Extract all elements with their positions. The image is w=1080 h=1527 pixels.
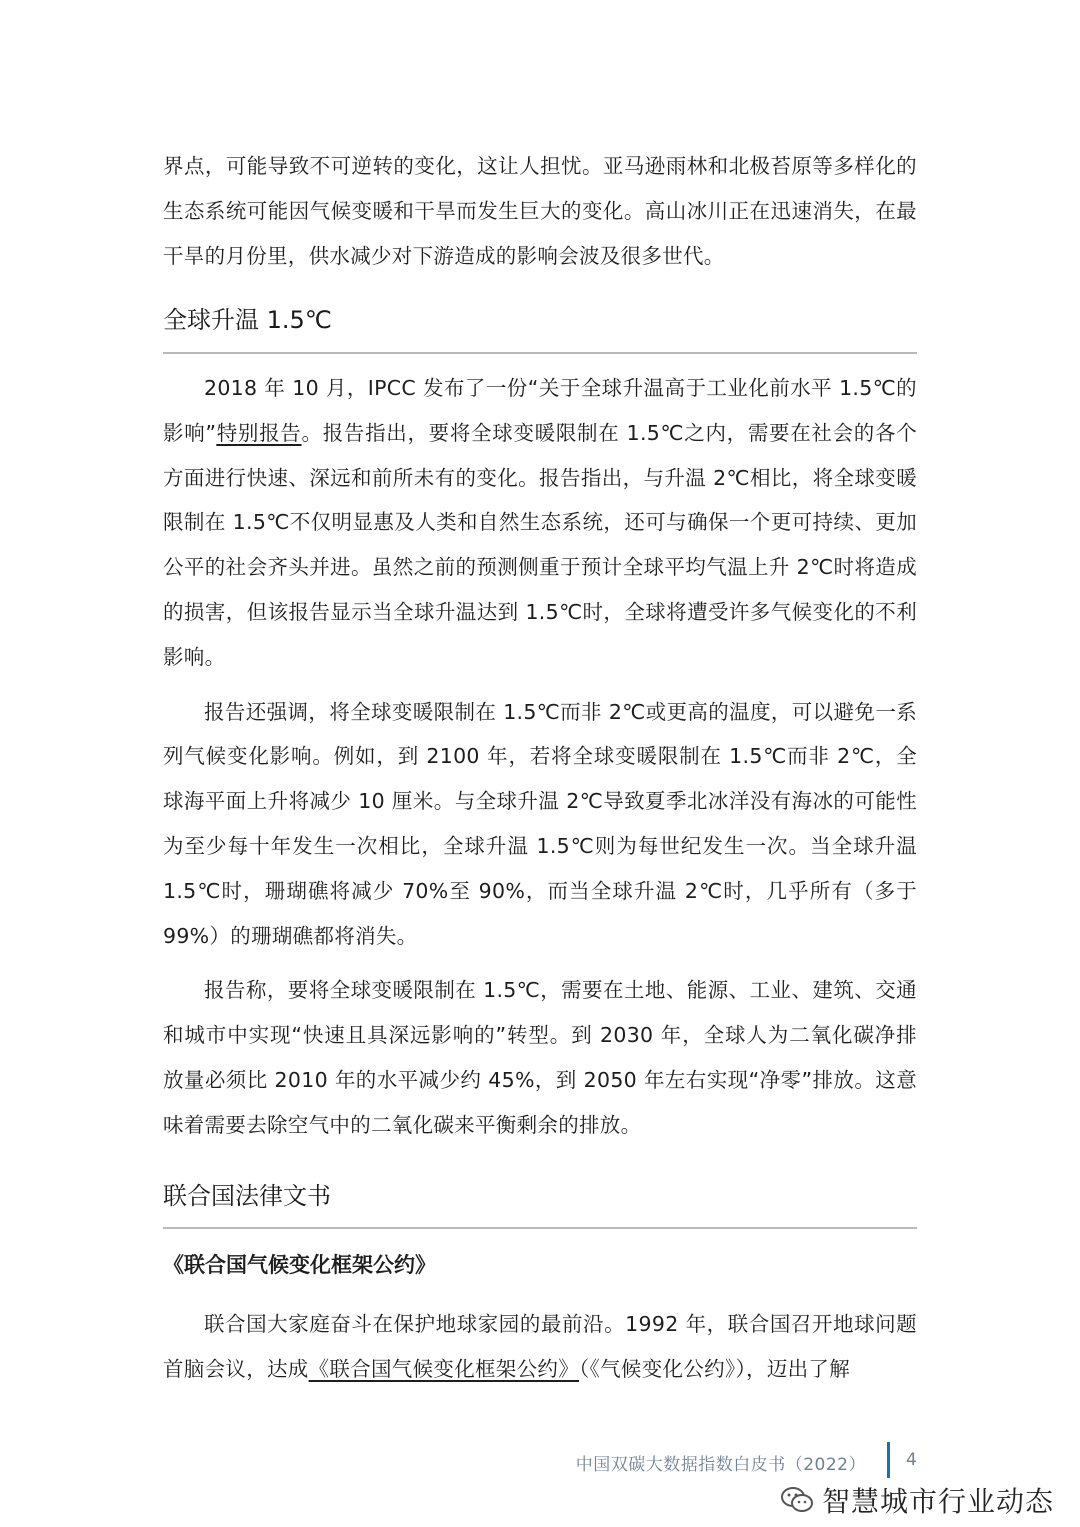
section-title: 全球升温 1.5℃ (163, 306, 332, 334)
page-footer (0, 1442, 1080, 1482)
section1-body (163, 366, 917, 1148)
paragraph: 报告称，要将全球变暖限制在 1.5℃，需要在土地、能源、工业、建筑、交通和城市中实现“快速且具深远影响的”转型。到 2030 年，全球人为二氧化碳净排放量必须比 2010 年的水平减少约 45%，到 2050 年左右实现“净零”排放。这意味着需要去除空气中的二氧化碳来平衡剩余的排放。 (163, 978, 917, 1137)
section-global-warming (163, 304, 917, 336)
unfccc-link[interactable]: 《联合国气候变化框架公约》 (308, 1356, 580, 1381)
paragraph: 报告还强调，将全球变暖限制在 1.5℃而非 2℃或更高的温度，可以避免一系列气候变化影响。例如，到 2100 年，若将全球变暖限制在 1.5℃而非 2℃，全球海平面上升将减少 10 厘米。与全球升温 2℃导致夏季北冰洋没有海冰的可能性为至少每十年发生一次相比，全球升温 1.5℃则为每世纪发生一次。当全球升温 1.5℃时，珊瑚礁将减少 70%至 90%，而当全球升温 2℃时，几乎所有（多于 99%）的珊瑚礁都将消失。 (163, 699, 917, 948)
paragraph (163, 366, 917, 680)
wechat-icon (780, 1485, 814, 1515)
paragraph-text: 。报告指出，要将全球变暖限制在 1.5℃之内，需要在社会的各个方面进行快速、深远和前所未有的变化。报告指出，与升温 2℃相比，将全球变暖限制在 1.5℃不仅明显惠及人类和自然生态系统，还可与确保一个更可持续、更加公平的社会齐头并进。虽然之前的预测侧重于预计全球平均气温上升 2℃时将造成的损害，但该报告显示当全球升温达到 1.5℃时，全球将遭受许多气候变化的不利影响。 (163, 420, 917, 669)
section-un-legal-instruments (163, 1180, 917, 1212)
section-title: 联合国法律文书 (163, 1182, 331, 1210)
subsection-title: 《联合国气候变化框架公约》 (163, 1253, 436, 1277)
page-number: 4 (906, 1450, 917, 1470)
divider-line (163, 1227, 917, 1229)
intro-paragraph: 界点，可能导致不可逆转的变化，这让人担忧。亚马逊雨林和北极苔原等多样化的生态系统可能因气候变暖和干旱而发生巨大的变化。高山冰川正在迅速消失，在最干旱的月份里，供水减少对下游造成的影响会波及很多世代。 (163, 154, 917, 268)
section2-body (163, 1302, 917, 1392)
footer-title: 中国双碳大数据指数白皮书（2022） (575, 1455, 866, 1475)
section-divider (163, 1227, 917, 1229)
paragraph-text: 联合国大家庭奋斗在保护地球家园的最前沿。1992 年，联合国召开地球问题首脑会议，达成 (163, 1312, 917, 1381)
paragraph-text: 2018 年 10 月，IPCC 发布了一份“关于全球升温高于工业化前水平 1.5℃的影响” (163, 376, 917, 445)
section-divider (163, 352, 917, 354)
watermark-text: 智慧城市行业动态 (822, 1485, 1055, 1518)
wechat-watermark (780, 1480, 1054, 1520)
special-report-link[interactable]: 特别报告 (216, 420, 302, 445)
page-content (163, 144, 917, 278)
footer-divider (887, 1442, 890, 1478)
paragraph (163, 1302, 917, 1392)
paragraph-text: （《气候变化公约》），迈出了解 (579, 1356, 851, 1381)
subsection (163, 1250, 917, 1280)
divider-line (163, 352, 917, 354)
